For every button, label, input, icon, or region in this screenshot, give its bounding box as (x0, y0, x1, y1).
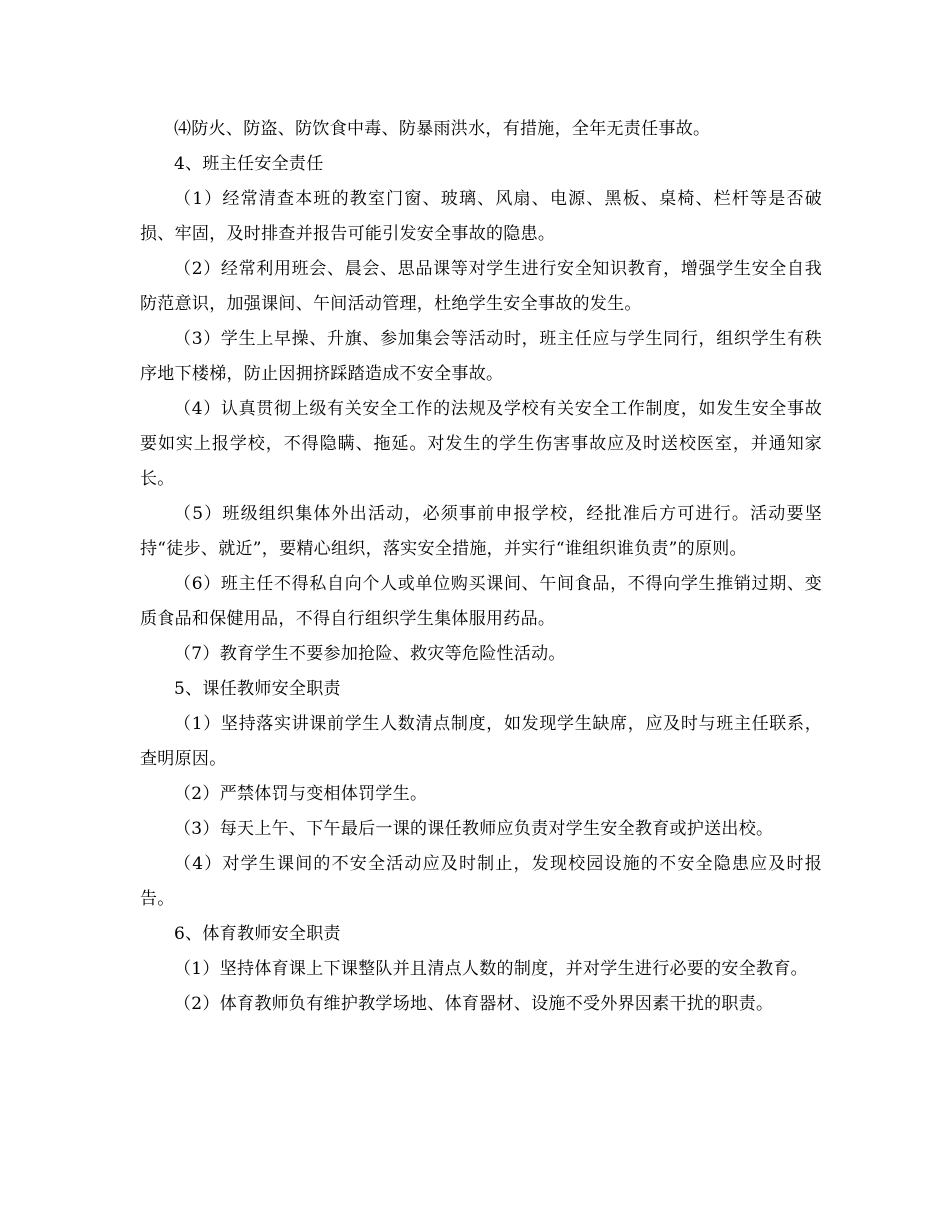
paragraph-item-7: （7）教育学生不要参加抢险、救灾等危险性活动。 (174, 644, 566, 664)
document-body (140, 112, 822, 1022)
section-heading-subject-teacher: 5、课任教师安全职责 (174, 679, 341, 699)
paragraph-fire-theft-prevention: ⑷防火、防盗、防饮食中毒、防暴雨洪水，有措施，全年无责任事故。 (174, 119, 711, 139)
paragraph-item-1: （1）经常清查本班的教室门窗、玻璃、风扇、电源、黑板、桌椅、栏杆等是否破损、牢固，及时排查并报告可能引发安全事故的隐患。 (140, 189, 822, 244)
paragraph-item-2: （2）严禁体罚与变相体罚学生。 (174, 784, 428, 804)
paragraph-item-4: （4）认真贯彻上级有关安全工作的法规及学校有关安全工作制度，如发生安全事故要如实上报学校，不得隐瞒、拖延。对发生的学生伤害事故应及时送校医室，并通知家长。 (140, 399, 822, 489)
paragraph-item-4: （4）对学生课间的不安全活动应及时制止，发现校园设施的不安全隐患应及时报告。 (140, 854, 822, 909)
section-heading-pe-teacher: 6、体育教师安全职责 (174, 924, 341, 944)
paragraph-item-3: （3）学生上早操、升旗、参加集会等活动时，班主任应与学生同行，组织学生有秩序地下楼梯，防止因拥挤踩踏造成不安全事故。 (140, 329, 822, 384)
section-heading-head-teacher: 4、班主任安全责任 (174, 154, 324, 174)
paragraph-item-3: （3）每天上午、下午最后一课的课任教师应负责对学生安全教育或护送出校。 (174, 819, 774, 839)
paragraph-item-2: （2）经常利用班会、晨会、思品课等对学生进行安全知识教育，增强学生安全自我防范意识，加强课间、午间活动管理，杜绝学生安全事故的发生。 (140, 259, 822, 314)
paragraph-item-2: （2）体育教师负有维护教学场地、体育器材、设施不受外界因素干扰的职责。 (174, 994, 774, 1014)
paragraph-item-6: （6）班主任不得私自向个人或单位购买课间、午间食品，不得向学生推销过期、变质食品和保健用品，不得自行组织学生集体服用药品。 (140, 574, 822, 629)
paragraph-item-1: （1）坚持落实讲课前学生人数清点制度，如发现学生缺席，应及时与班主任联系，查明原因。 (140, 714, 822, 769)
paragraph-item-1: （1）坚持体育课上下课整队并且清点人数的制度，并对学生进行必要的安全教育。 (174, 959, 808, 979)
paragraph-item-5: （5）班级组织集体外出活动，必须事前申报学校，经批准后方可进行。活动要坚持“徒步、就近”，要精心组织，落实安全措施，并实行“谁组织谁负责”的原则。 (140, 504, 822, 559)
